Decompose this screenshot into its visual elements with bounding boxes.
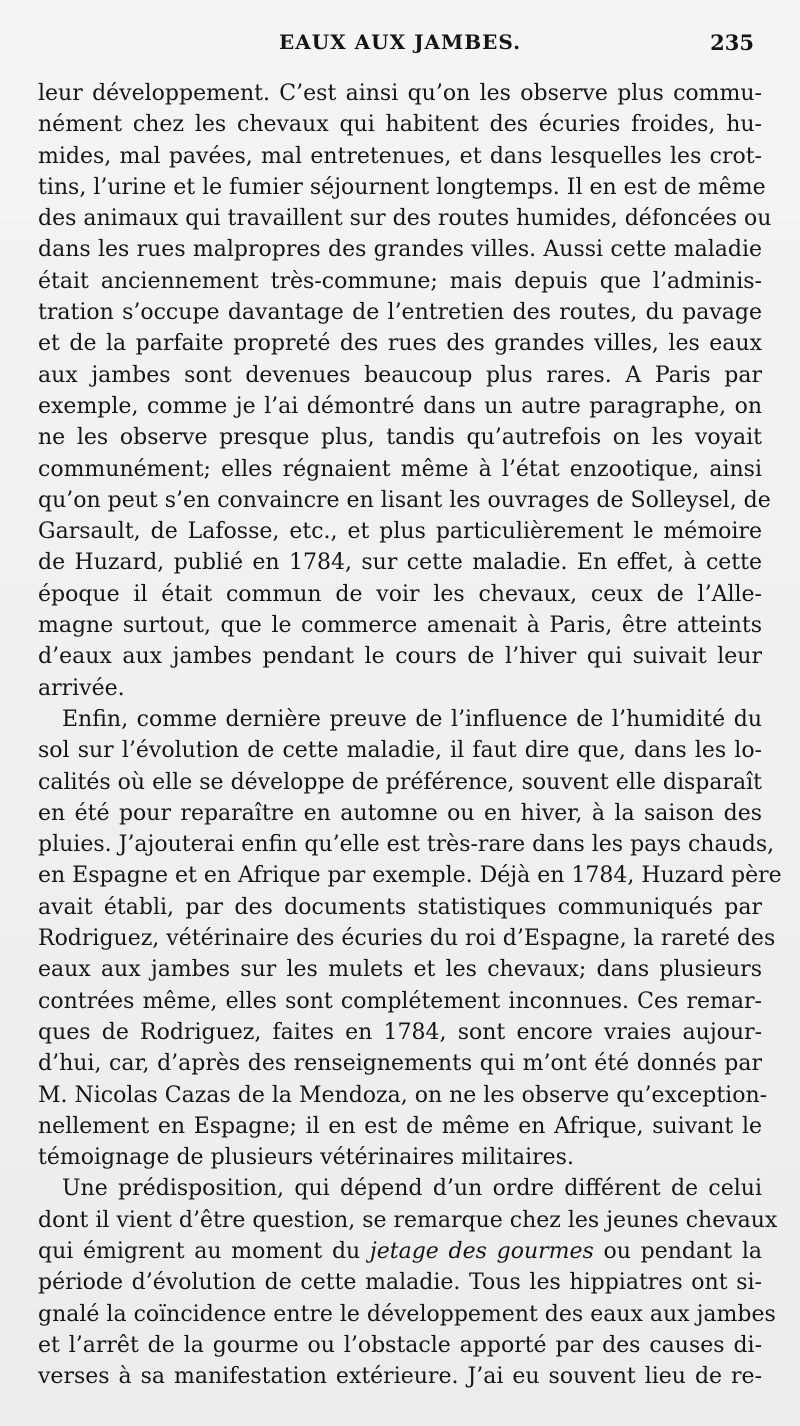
page-header (0, 30, 800, 62)
text-line: et de la parfaite propreté des rues des grandes villes, les eaux (38, 331, 762, 357)
running-title: EAUX AUX JAMBES. (278, 30, 522, 54)
text-line: des animaux qui travaillent sur des routes humides, défoncées ou (38, 206, 772, 232)
text-line: période d’évolution de cette maladie. Tous les hippiatres ont si- (38, 1270, 762, 1296)
text-line: nellement en Espagne; il en est de même en Afrique, suivant le (38, 1113, 762, 1139)
text-line: de Huzard, publié en 1784, sur cette maladie. En effet, à cette (38, 550, 762, 576)
text-line: d’hui, car, d’après des renseignements qui m’ont été donnés par (38, 1051, 762, 1077)
text-line: dans les rues malpropres des grandes villes. Aussi cette maladie (38, 237, 762, 263)
text-line: ques de Rodriguez, faites en 1784, sont encore vraies aujour- (38, 1019, 762, 1045)
page-number: 235 (710, 30, 754, 55)
text-line: avait établi, par des documents statistiques communiqués par (38, 894, 762, 920)
text-line: Enfin, comme dernière preuve de l’influence de l’humidité du (62, 706, 762, 732)
text-line: contrées même, elles sont complétement inconnues. Ces remar- (38, 988, 762, 1014)
text-line: eaux aux jambes sur les mulets et les chevaux; dans plusieurs (38, 957, 762, 983)
text-line: et l’arrêt de la gourme ou l’obstacle apporté par des causes di- (38, 1332, 762, 1358)
text-line: tration s’occupe davantage de l’entretien des routes, du pavage (38, 300, 762, 326)
text-line: tins, l’urine et le fumier séjournent longtemps. Il en est de même (38, 174, 766, 200)
text-line: époque il était commun de voir les chevaux, ceux de l’Alle- (38, 581, 762, 607)
italic-phrase: jetage des gourmes (369, 1238, 594, 1264)
text-line: Garsault, de Lafosse, etc., et plus particulièrement le mémoire (38, 519, 762, 545)
text-line: magne surtout, que le commerce amenait à Paris, être atteints (38, 613, 762, 639)
text-line: en Espagne et en Afrique par exemple. Déjà en 1784, Huzard père (38, 863, 782, 889)
text-line: Rodriguez, vétérinaire des écuries du roi d’Espagne, la rareté des (38, 926, 776, 952)
text-line: calités où elle se développe de préférence, souvent elle disparaît (38, 769, 762, 795)
text-line: témoignage de plusieurs vétérinaires militaires. (38, 1145, 574, 1171)
text-line: arrivée. (38, 675, 125, 701)
text-line: exemple, comme je l’ai démontré dans un autre paragraphe, on (38, 393, 762, 419)
text-line: mides, mal pavées, mal entretenues, et dans lesquelles les crot- (38, 143, 762, 169)
text-line: nément chez les chevaux qui habitent des écuries froides, hu- (38, 112, 762, 138)
text-line: en été pour reparaître en automne ou en hiver, à la saison des (38, 800, 762, 826)
text-line: ne les observe presque plus, tandis qu’autrefois on les voyait (38, 425, 762, 451)
text-line: sol sur l’évolution de cette maladie, il faut dire que, dans les lo- (38, 738, 762, 764)
text-line: communément; elles régnaient même à l’état enzootique, ainsi (38, 456, 762, 482)
text-line: leur développement. C’est ainsi qu’on les observe plus commu- (38, 81, 762, 106)
text-line: M. Nicolas Cazas de la Mendoza, on ne les observe qu’exception- (38, 1082, 768, 1108)
text-line: d’eaux aux jambes pendant le cours de l’hiver qui suivait leur (38, 644, 762, 670)
text-line: gnalé la coïncidence entre le développement des eaux aux jambes (38, 1301, 776, 1327)
text-segment: qui émigrent au moment du (38, 1238, 370, 1264)
text-line: pluies. J’ajouterai enfin qu’elle est très-rare dans les pays chauds, (38, 832, 775, 858)
body-text (38, 78, 782, 1392)
text-line (38, 1236, 762, 1267)
text-line: dont il vient d’être question, se remarque chez les jeunes chevaux (38, 1207, 778, 1233)
text-line: aux jambes sont devenues beaucoup plus rares. A Paris par (38, 362, 762, 388)
text-line: Une prédisposition, qui dépend d’un ordre différent de celui (62, 1176, 762, 1202)
text-segment: ou pendant la (593, 1238, 763, 1264)
text-line: était anciennement très-commune; mais depuis que l’adminis- (38, 268, 762, 294)
text-line: verses à sa manifestation extérieure. J’ai eu souvent lieu de re- (38, 1364, 762, 1390)
text-line: qu’on peut s’en convaincre en lisant les ouvrages de Solleysel, de (38, 487, 771, 513)
